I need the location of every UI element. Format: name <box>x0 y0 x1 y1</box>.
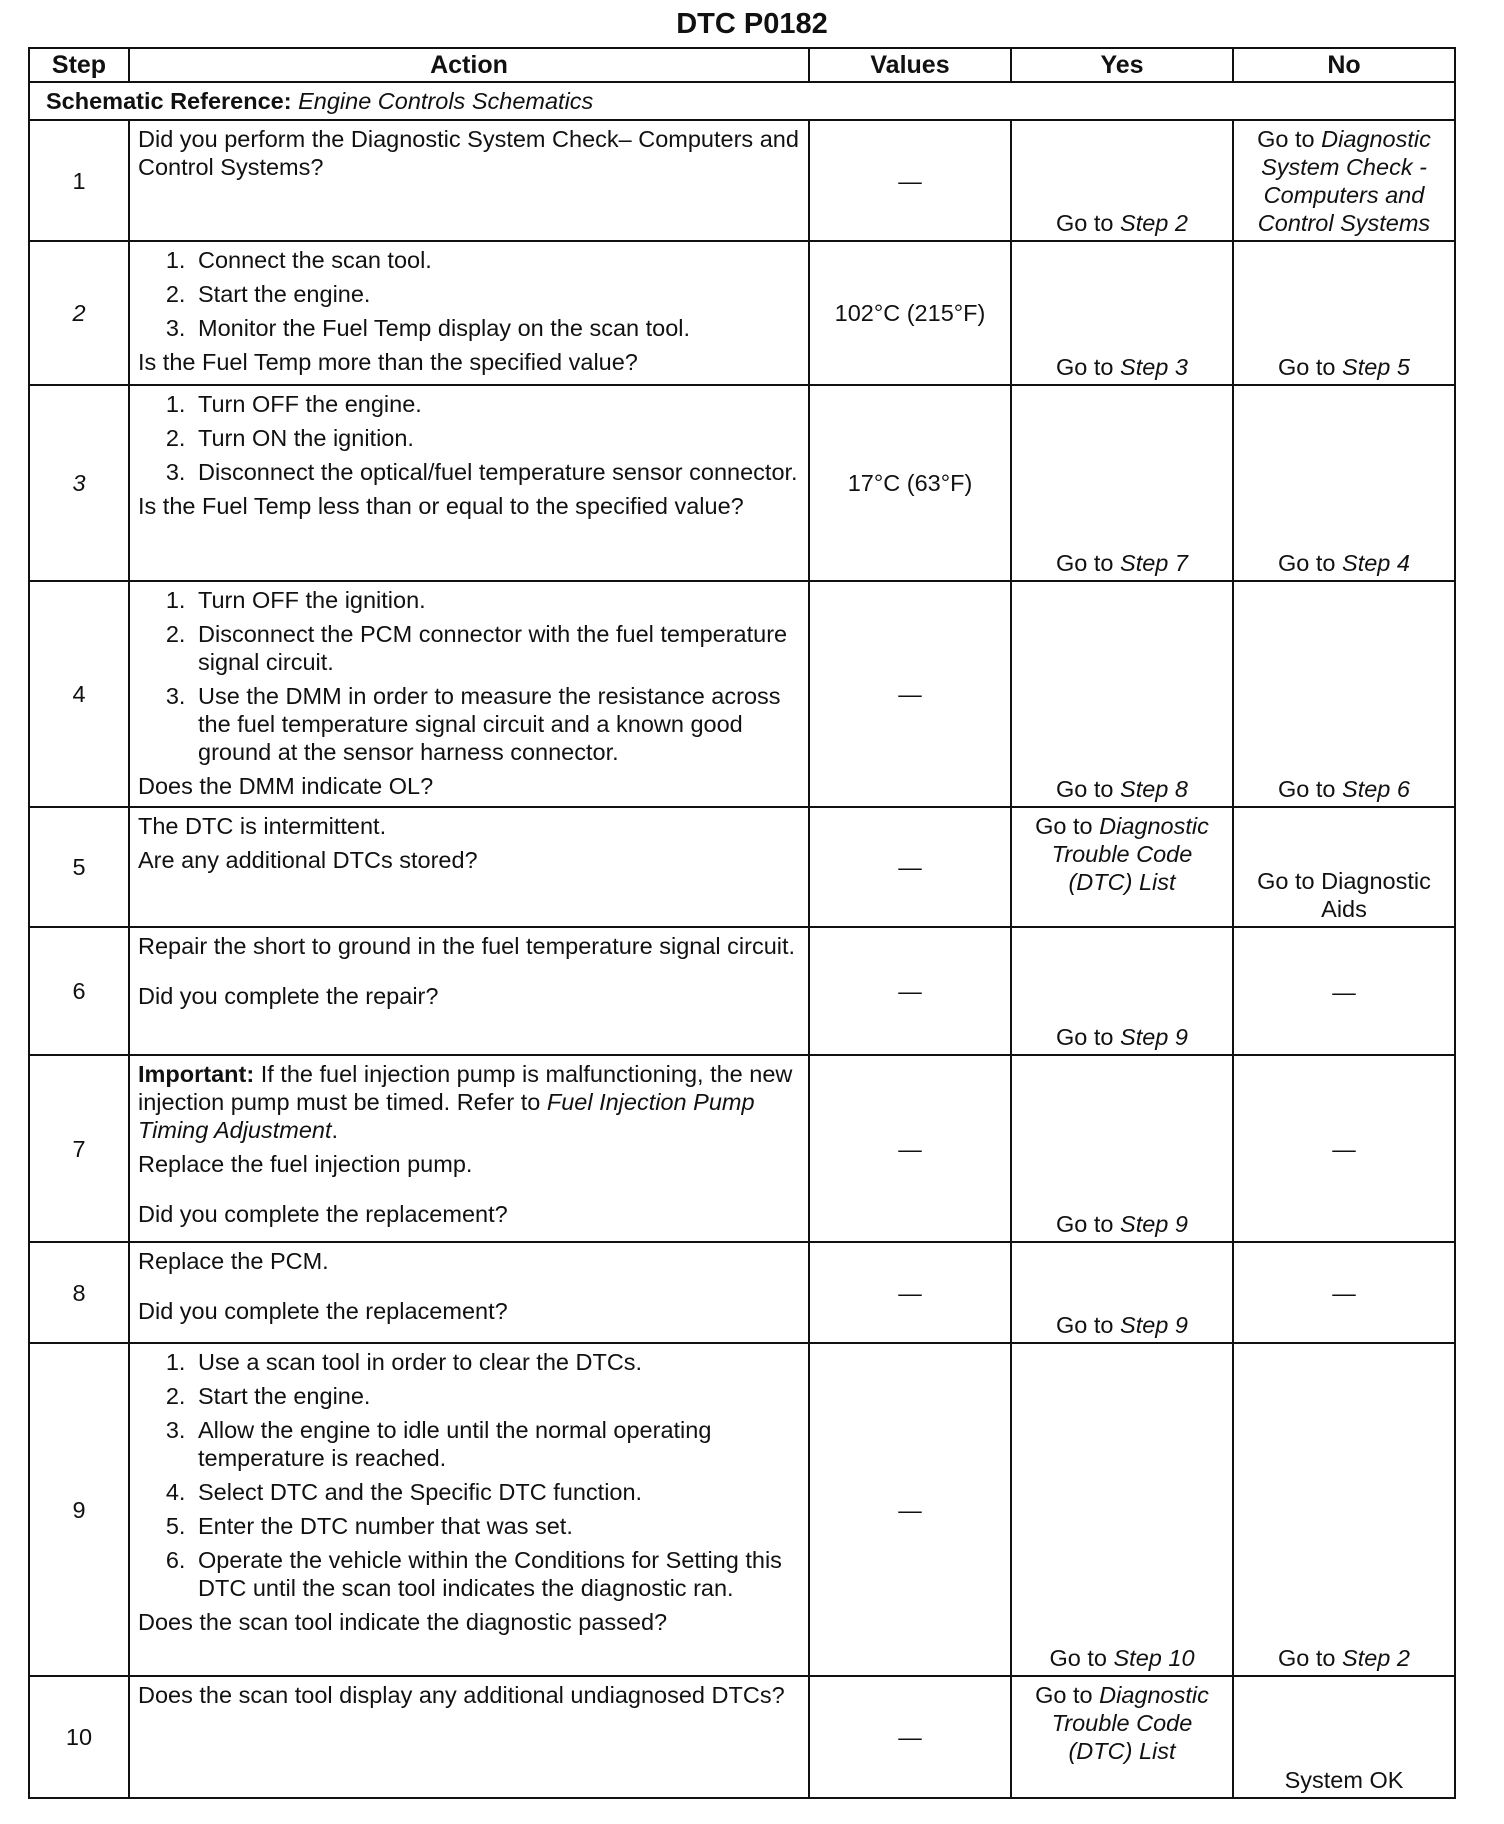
no-cell <box>1233 1343 1455 1676</box>
list-item: 2. Disconnect the PCM connector with the fuel temperature signal circuit. <box>192 620 800 676</box>
goto-text: Go to <box>1278 354 1336 380</box>
step-action <box>129 1242 809 1343</box>
list-item: 3. Disconnect the optical/fuel temperature sensor connector. <box>192 458 800 486</box>
table-row <box>29 385 1455 581</box>
goto-text: Go to <box>1278 1645 1336 1671</box>
action-question: Does the scan tool indicate the diagnostic passed? <box>138 1609 668 1635</box>
yes-link[interactable]: Step 10 <box>1113 1645 1195 1671</box>
list-item: 2. Start the engine. <box>192 1382 800 1410</box>
action-question: Did you complete the replacement? <box>138 1201 508 1227</box>
action-text: Did you perform the Diagnostic System Check– Computers and Control Systems? <box>138 126 799 180</box>
step-number <box>29 241 129 385</box>
step-number: 7 <box>29 1055 129 1242</box>
important-link[interactable]: Fuel Injection Pump Timing Adjustment <box>138 1089 755 1143</box>
no-link[interactable]: Diagnostic System Check - Computers and Control Systems <box>1257 126 1431 236</box>
no-cell <box>1233 241 1455 385</box>
step-action <box>129 120 809 241</box>
header-yes: Yes <box>1011 48 1233 82</box>
no-cell: — <box>1233 1055 1455 1242</box>
header-no: No <box>1233 48 1455 82</box>
goto-text: Go to <box>1056 1312 1114 1338</box>
list-item: 1. Turn OFF the engine. <box>192 390 800 418</box>
step-value: — <box>809 807 1011 927</box>
step-number: 1 <box>29 120 129 241</box>
yes-cell <box>1011 385 1233 581</box>
yes-cell <box>1011 1343 1233 1676</box>
no-cell: — <box>1233 927 1455 1055</box>
no-link[interactable]: Step 6 <box>1342 776 1410 802</box>
page-title: DTC P0182 <box>676 8 828 40</box>
step-action <box>129 385 809 581</box>
list-item: 2. Start the engine. <box>192 280 800 308</box>
yes-cell <box>1011 581 1233 807</box>
no-cell <box>1233 581 1455 807</box>
no-cell: — <box>1233 1242 1455 1343</box>
table-row <box>29 120 1455 241</box>
important-text: If the fuel injection pump is malfunctioning, the new injection pump must be timed. Refer to <box>138 1061 793 1115</box>
step-number: 6 <box>29 927 129 1055</box>
step-value: — <box>809 927 1011 1055</box>
diagnostic-table <box>28 47 1456 1799</box>
yes-link[interactable]: Step 2 <box>1120 210 1188 236</box>
action-text: Replace the fuel injection pump. <box>138 1151 473 1177</box>
action-question: Did you complete the replacement? <box>138 1298 508 1324</box>
no-link[interactable]: Step 5 <box>1342 354 1410 380</box>
schematic-label: Schematic Reference: <box>46 88 292 114</box>
header-step: Step <box>29 48 129 82</box>
action-question: Is the Fuel Temp more than the specified value? <box>138 349 638 375</box>
goto-text: Go to <box>1056 354 1114 380</box>
step-action <box>129 1676 809 1798</box>
action-text: Replace the PCM. <box>138 1248 329 1274</box>
step-number: 10 <box>29 1676 129 1798</box>
step-number: 4 <box>29 581 129 807</box>
goto-text: Go to <box>1035 1682 1093 1708</box>
yes-cell <box>1011 927 1233 1055</box>
step-value: — <box>809 120 1011 241</box>
important-label: Important: <box>138 1061 255 1087</box>
step-value: 102°C (215°F) <box>809 241 1011 385</box>
step-number: 5 <box>29 807 129 927</box>
no-cell <box>1233 120 1455 241</box>
yes-link[interactable]: Diagnostic Trouble Code (DTC) List <box>1051 1682 1209 1764</box>
list-item: 1. Use a scan tool in order to clear the DTCs. <box>192 1348 800 1376</box>
step-value: — <box>809 1676 1011 1798</box>
action-question: Did you complete the repair? <box>138 983 439 1009</box>
step-action <box>129 1055 809 1242</box>
goto-text: Go to <box>1049 1645 1107 1671</box>
list-item: 3. Use the DMM in order to measure the resistance across the fuel temperature signal circuit and a known good ground at the sensor harness connector. <box>192 682 800 766</box>
list-item: 4. Select DTC and the Specific DTC function. <box>192 1478 800 1506</box>
no-cell[interactable]: Go to Diagnostic Aids <box>1233 807 1455 927</box>
step-action <box>129 241 809 385</box>
step-number <box>29 385 129 581</box>
action-list <box>138 246 800 342</box>
yes-link[interactable]: Step 7 <box>1120 550 1188 576</box>
yes-cell <box>1011 1676 1233 1798</box>
table-row <box>29 807 1455 927</box>
yes-link[interactable]: Step 3 <box>1120 354 1188 380</box>
no-cell <box>1233 385 1455 581</box>
goto-text: Go to <box>1056 210 1114 236</box>
step-action <box>129 581 809 807</box>
table-row <box>29 241 1455 385</box>
schematic-reference <box>29 82 1455 120</box>
no-cell: System OK <box>1233 1676 1455 1798</box>
step-action <box>129 927 809 1055</box>
table-row <box>29 927 1455 1055</box>
step-value: — <box>809 1242 1011 1343</box>
list-item: 3. Allow the engine to idle until the normal operating temperature is reached. <box>192 1416 800 1472</box>
header-row <box>29 48 1455 82</box>
goto-text: Go to <box>1056 1211 1114 1237</box>
step-number: 8 <box>29 1242 129 1343</box>
list-item: 5. Enter the DTC number that was set. <box>192 1512 800 1540</box>
action-question: Are any additional DTCs stored? <box>138 847 478 873</box>
action-list <box>138 586 800 766</box>
no-link[interactable]: Step 2 <box>1342 1645 1410 1671</box>
action-text: Repair the short to ground in the fuel temperature signal circuit. <box>138 933 796 959</box>
goto-text: Go to <box>1056 776 1114 802</box>
goto-text: Go to <box>1056 1024 1114 1050</box>
table-row <box>29 581 1455 807</box>
step-value: 17°C (63°F) <box>809 385 1011 581</box>
goto-text: Go to <box>1278 550 1336 576</box>
step-value: — <box>809 1343 1011 1676</box>
goto-text: Go to <box>1278 776 1336 802</box>
yes-link[interactable]: Step 8 <box>1120 776 1188 802</box>
yes-cell <box>1011 807 1233 927</box>
action-question: Does the scan tool display any additional undiagnosed DTCs? <box>138 1682 785 1708</box>
table-row <box>29 1343 1455 1676</box>
goto-text: Go to <box>1035 813 1093 839</box>
table-row <box>29 1242 1455 1343</box>
step-value: — <box>809 1055 1011 1242</box>
action-question: Does the DMM indicate OL? <box>138 773 434 799</box>
schematic-link[interactable]: Engine Controls Schematics <box>298 88 594 114</box>
step-number-text: 2 <box>72 300 86 326</box>
yes-link[interactable]: Step 9 <box>1120 1312 1188 1338</box>
yes-cell <box>1011 1242 1233 1343</box>
goto-text: Go to <box>1056 550 1114 576</box>
step-action <box>129 1343 809 1676</box>
header-values: Values <box>809 48 1011 82</box>
step-number-text: 3 <box>72 470 86 496</box>
action-question: Is the Fuel Temp less than or equal to the specified value? <box>138 493 744 519</box>
list-item: 1. Turn OFF the ignition. <box>192 586 800 614</box>
list-item: 1. Connect the scan tool. <box>192 246 800 274</box>
step-value: — <box>809 581 1011 807</box>
table-row <box>29 1676 1455 1798</box>
no-link[interactable]: Step 4 <box>1342 550 1410 576</box>
yes-cell <box>1011 1055 1233 1242</box>
important-note: Important: If the fuel injection pump is malfunctioning, the new injection pump must be timed. Refer to Fuel Injection Pump Timing Adjustment. <box>138 1061 793 1143</box>
step-number: 9 <box>29 1343 129 1676</box>
yes-link[interactable]: Step 9 <box>1120 1211 1188 1237</box>
action-list <box>138 1348 800 1602</box>
list-item: 2. Turn ON the ignition. <box>192 424 800 452</box>
schematic-row <box>29 82 1455 120</box>
action-list <box>138 390 800 486</box>
yes-cell <box>1011 120 1233 241</box>
list-item: 6. Operate the vehicle within the Conditions for Setting this DTC until the scan tool indicates the diagnostic ran. <box>192 1546 800 1602</box>
header-action: Action <box>129 48 809 82</box>
table-row <box>29 1055 1455 1242</box>
yes-link[interactable]: Step 9 <box>1120 1024 1188 1050</box>
yes-cell <box>1011 241 1233 385</box>
list-item: 3. Monitor the Fuel Temp display on the scan tool. <box>192 314 800 342</box>
action-text: The DTC is intermittent. <box>138 813 387 839</box>
step-action <box>129 807 809 927</box>
goto-text: Go to <box>1257 126 1315 152</box>
yes-link[interactable]: Diagnostic Trouble Code (DTC) List <box>1051 813 1209 895</box>
